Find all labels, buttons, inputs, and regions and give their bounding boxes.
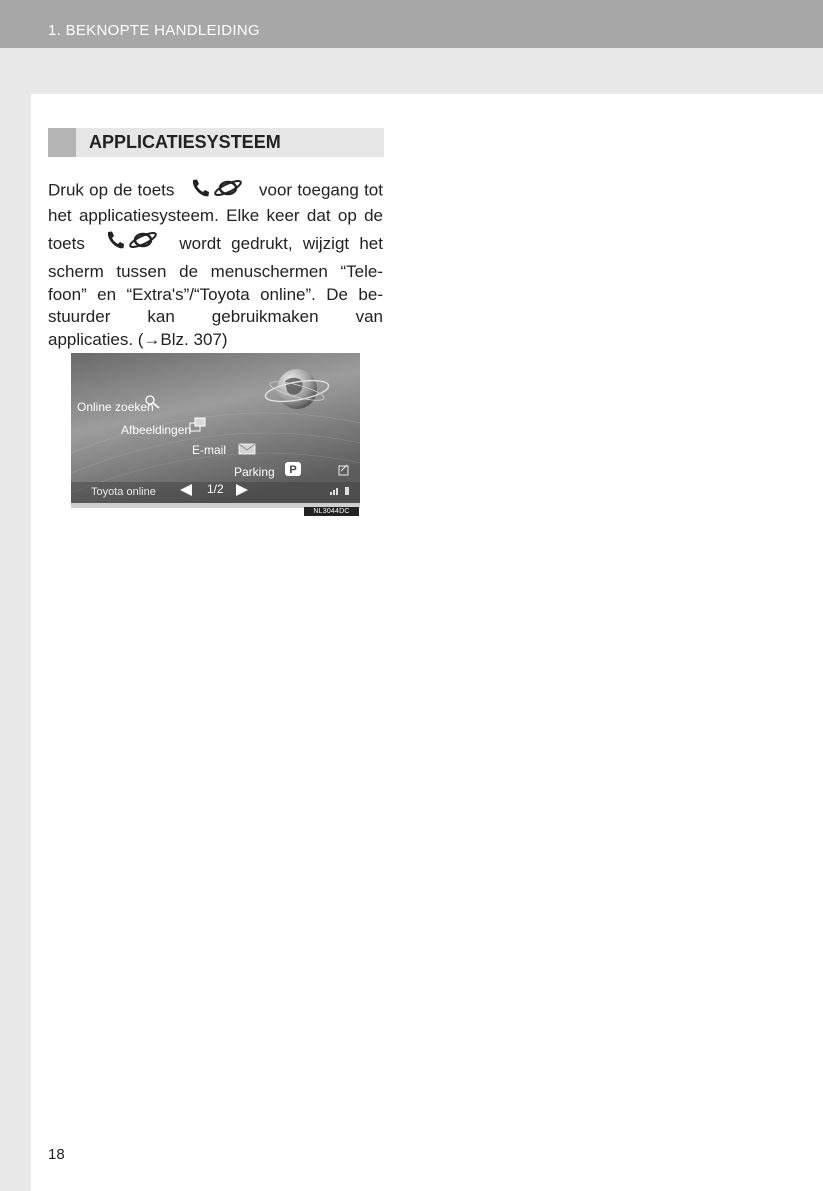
paragraph-line: applicaties. (→Blz. 307): [48, 329, 228, 349]
parking-badge-label: P: [289, 464, 297, 476]
menu-item-online-search[interactable]: Online zoeken: [77, 400, 154, 414]
phone-apps-key-graphic: [105, 230, 159, 250]
page-header: [0, 0, 823, 48]
paragraph-text: toets: [48, 234, 85, 253]
menu-item-parking[interactable]: Parking: [234, 465, 275, 479]
paragraph-text: wordt gedrukt, wijzigt het: [179, 234, 383, 253]
page-indicator: 1/2: [207, 482, 224, 496]
paragraph-text: Druk op de toets: [48, 180, 175, 200]
menu-item-images[interactable]: Afbeeldingen: [121, 423, 192, 437]
applications-screen-figure: [71, 353, 360, 508]
email-icon: [239, 444, 255, 454]
section-title: APPLICATIESYSTEEM: [89, 132, 281, 152]
menu-item-email[interactable]: E-mail: [192, 443, 227, 457]
paragraph-line: [48, 227, 383, 261]
paragraph-line: scherm tussen de menuschermen “Tele-: [48, 262, 383, 281]
section-header: [48, 128, 384, 157]
body-paragraph: [48, 178, 383, 351]
paragraph-line: het applicatiesysteem. Elke keer dat op de: [48, 205, 383, 225]
figure-code: NL3044DC: [304, 507, 359, 516]
chapter-title: 1. BEKNOPTE HANDLEIDING: [48, 22, 260, 39]
screen-footer-label: Toyota online: [91, 486, 156, 498]
paragraph-line: stuurder kan gebruikmaken van: [48, 307, 383, 326]
phone-apps-key-graphic: [190, 178, 244, 198]
section-marker: [48, 128, 76, 157]
paragraph-line: foon” en “Extra's”/“Toyota online”. De be-: [48, 284, 383, 304]
screen-illustration: [71, 353, 360, 508]
phone-apps-key-icon: [190, 178, 244, 205]
paragraph-text: voor toegang tot: [258, 180, 383, 200]
phone-apps-key-icon: [105, 228, 159, 262]
paragraph-line: [48, 178, 383, 205]
page-number: 18: [48, 1146, 65, 1163]
battery-icon: [345, 487, 349, 495]
